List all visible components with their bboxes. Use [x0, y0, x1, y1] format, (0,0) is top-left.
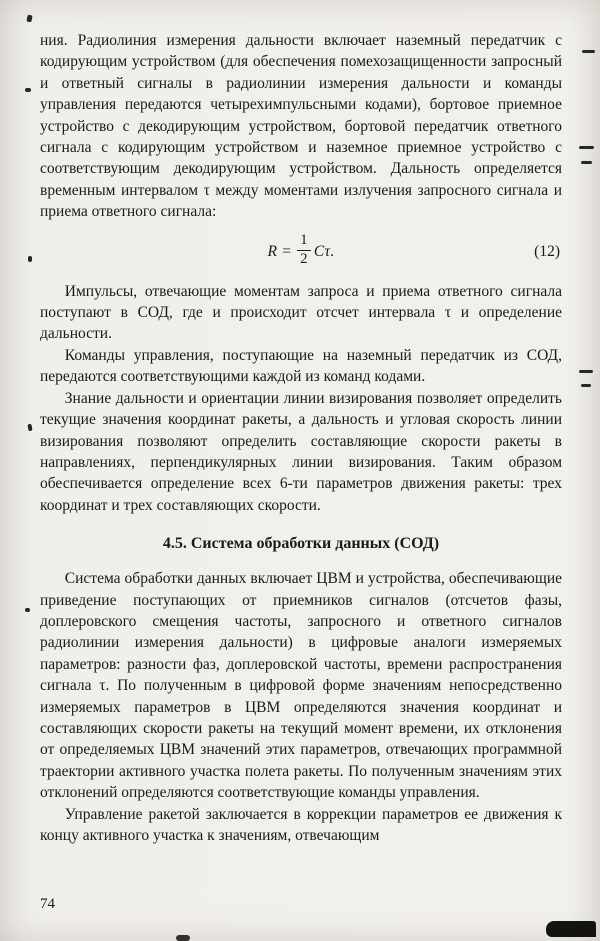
scan-edge-mark: [582, 50, 595, 53]
fraction: [297, 233, 311, 266]
scan-corner-blot: [546, 921, 596, 937]
paragraph: Команды управления, поступающие на наземный передатчик из СОД, передаются соответствующими каждой из команд кодами.: [40, 346, 562, 386]
paragraph-continuation: ния. Радиолиния измерения дальности включает наземный передатчик с кодирующим устройством (для обеспечения помехозащищенности запросный и ответный сигналы в радиолинии измерения дальности и команды управления передаются четырехимпульсными кодами), бортовое приемное устройство с декодирующим устройством, бортовой передатчик ответного сигнала с кодирующим устройством и наземное приемное устройство с соответствующим декодирующим устройством. Дальность определяется временным интервалом τ между моментами излучения запросного сигнала и приема ответного сигнала:: [40, 32, 562, 221]
scan-speck: [26, 15, 32, 23]
scan-bottom-speck: [176, 935, 190, 941]
equation-rhs: Cτ.: [313, 242, 335, 260]
scan-speck: [28, 256, 32, 262]
scan-edge-mark: [581, 384, 591, 387]
paragraph: Знание дальности и ориентации линии визирования позволяет определить текущие значения координат ракеты, а дальность и угловая скорость линии визирования позволяют определить составляющие скорости ракеты в направлениях, перпендикулярных линии визирования. Таким образом обеспечивается определение всех 6-ти параметров движения ракеты: трех координат и трех составляющих скорости.: [40, 389, 562, 514]
scan-edge-mark: [579, 370, 593, 373]
scan-edge-mark: [579, 146, 594, 149]
equation-lhs: R: [267, 242, 278, 260]
section-heading: 4.5. Система обработки данных (СОД): [162, 535, 440, 553]
page-number: 74: [40, 895, 55, 912]
scan-edge-mark: [581, 161, 592, 164]
equation-body: [267, 232, 334, 272]
paragraph: Импульсы, отвечающие моментам запроса и приема ответного сигнала поступают в СОД, где и происходит отсчет интервала τ и определение дальности.: [40, 282, 562, 343]
equals-sign: =: [282, 242, 292, 260]
fraction-denominator: 2: [300, 250, 308, 267]
equation-12: [40, 232, 562, 272]
fraction-numerator: 1: [297, 233, 311, 250]
scan-speck: [25, 88, 31, 92]
equation-number: (12): [534, 242, 560, 260]
page-body-text: [40, 30, 562, 846]
paragraph: Управление ракетой заключается в коррекции параметров ее движения к концу активного участка к значениям, отвечающим: [40, 805, 562, 844]
paragraph: Система обработки данных включает ЦВМ и устройства, обеспечивающие приведение поступающих от приемников сигналов (отсчетов фазы, доплеровского смещения частоты, запросного и ответного сигналов радиолинии измерения дальности) в цифровые аналоги измеряемых параметров: разности фаз, доплеровской частоты, времени распространения сигнала τ. По полученным в цифровой форме значениям непосредственно измеряемых параметров в ЦВМ определяются значения координат и составляющих скорости ракеты на текущий момент времени, их отклонения от определяемых ЦВМ значений этих параметров, отвечающих программной траектории активного участка полета ракеты. По полученным значениям этих отклонений определяются соответствующие команды управления.: [40, 570, 562, 802]
scan-speck: [27, 424, 32, 432]
scan-speck: [25, 608, 30, 612]
